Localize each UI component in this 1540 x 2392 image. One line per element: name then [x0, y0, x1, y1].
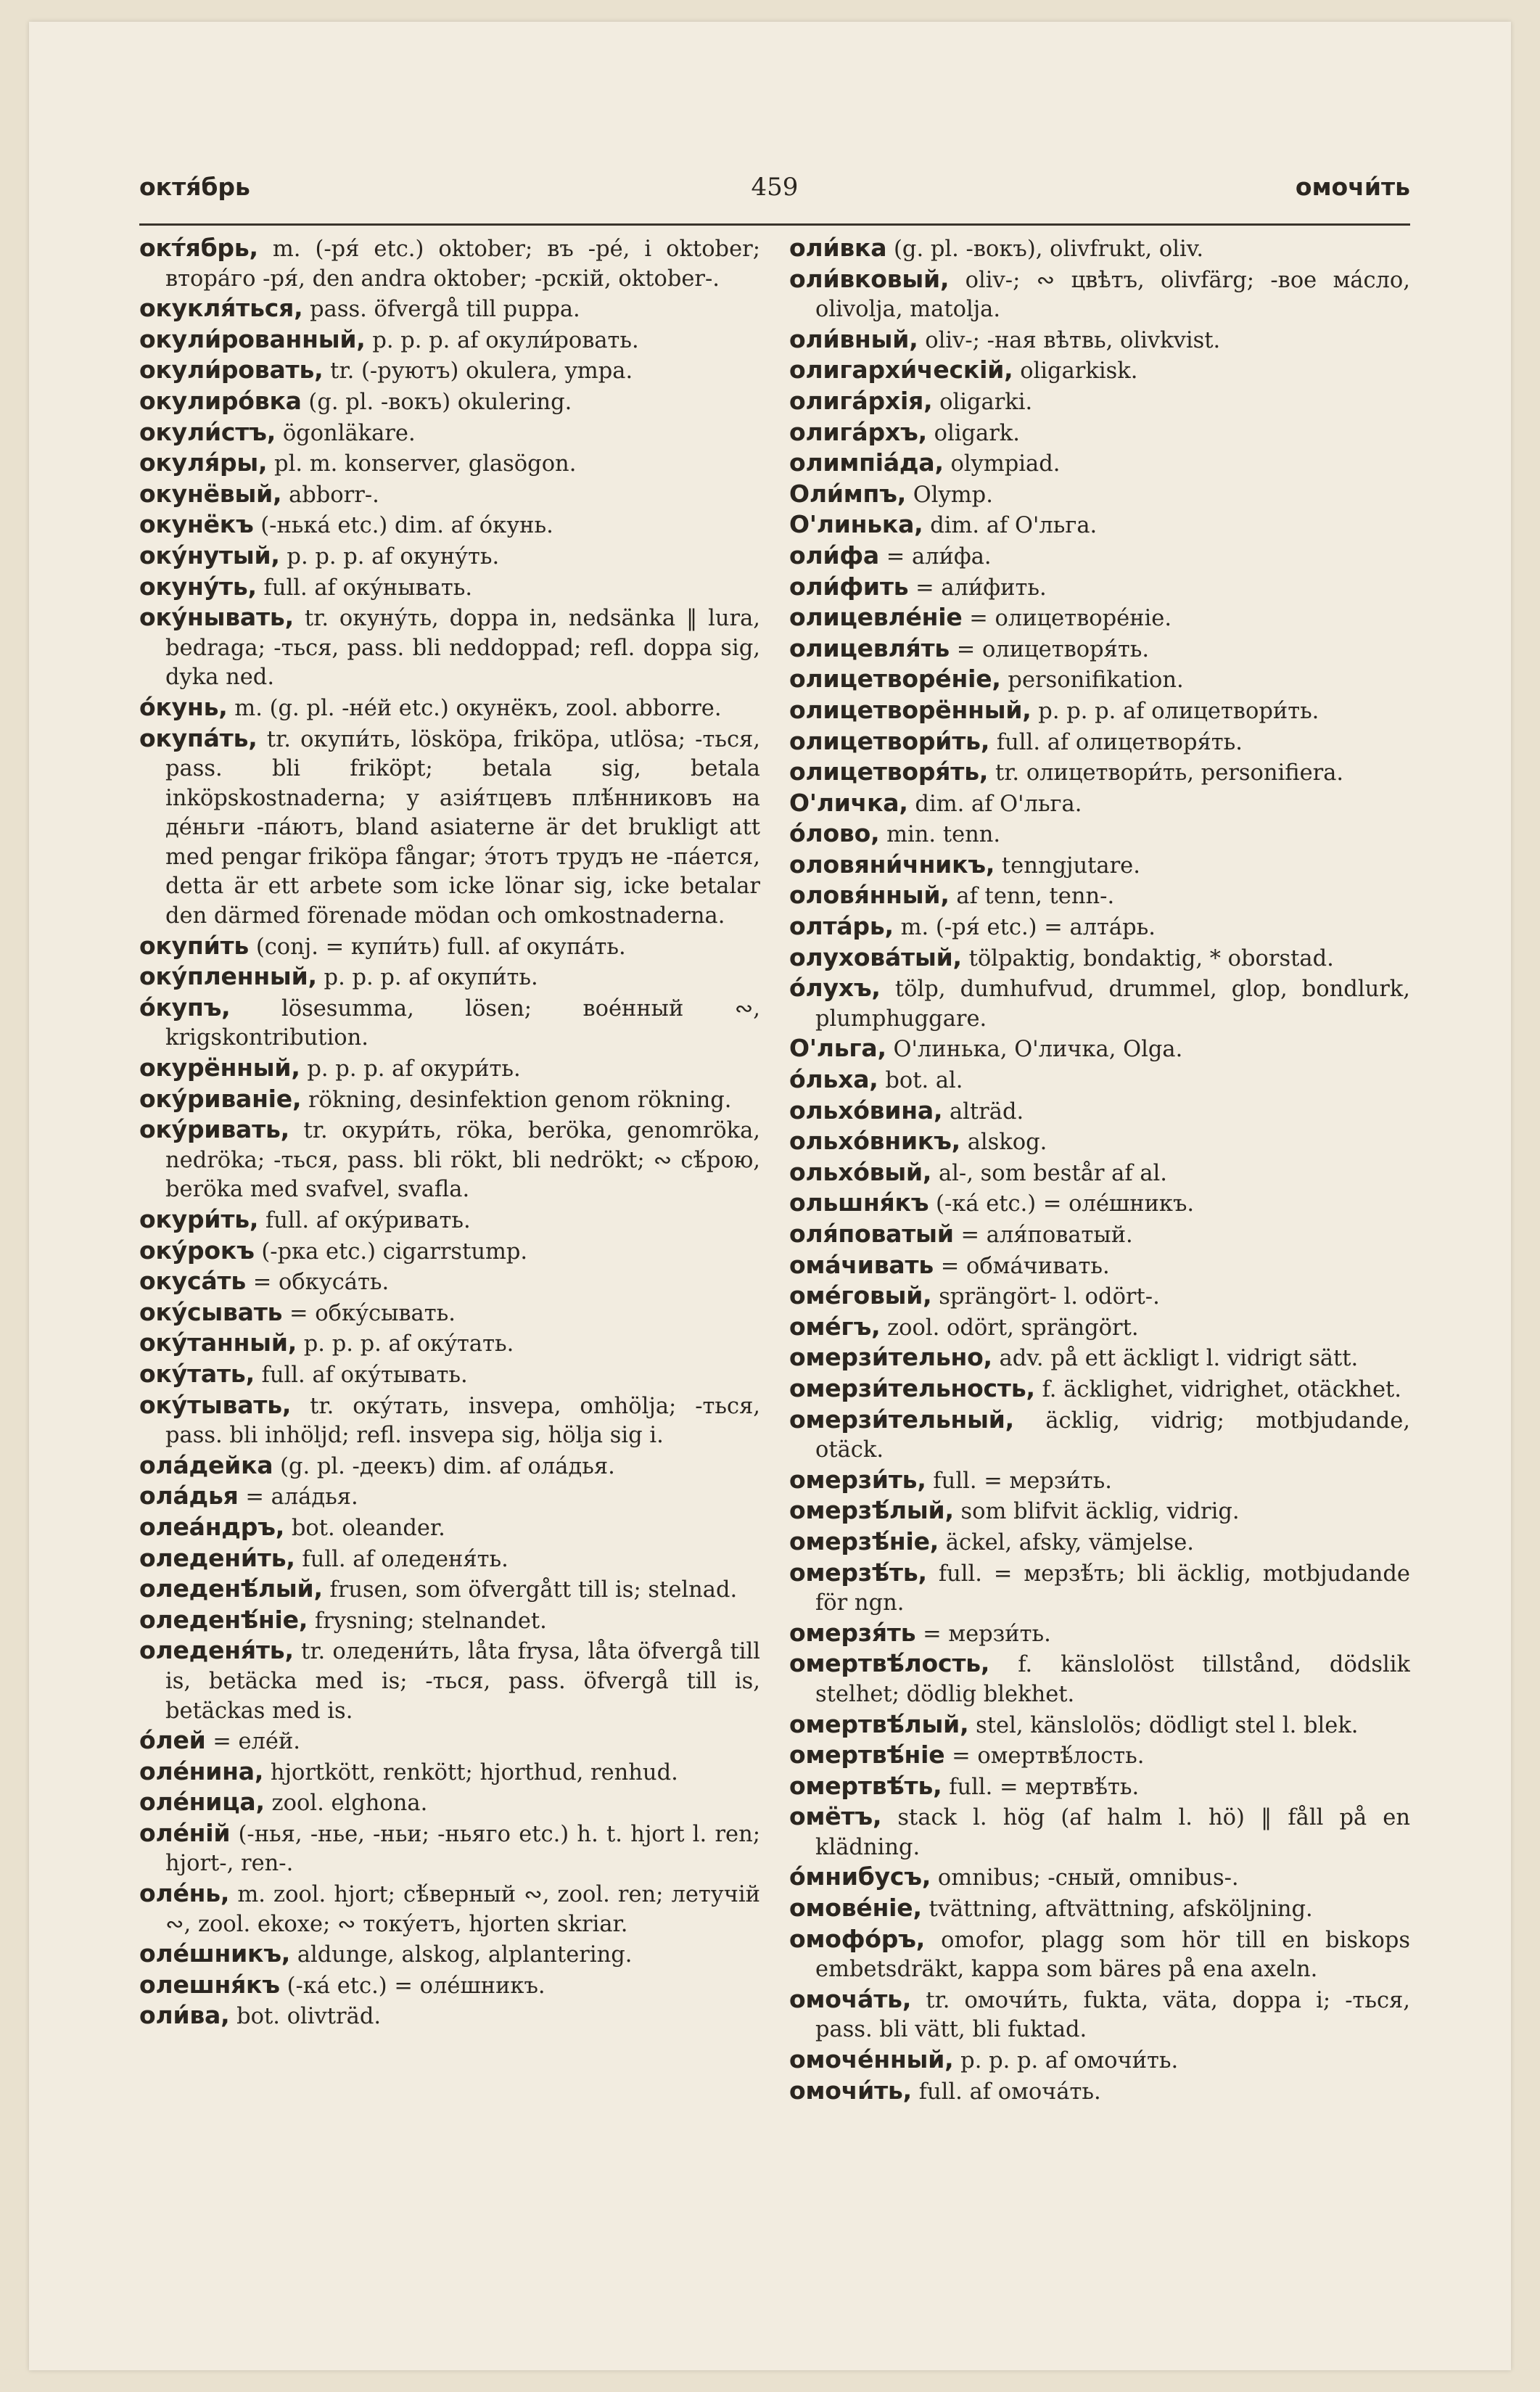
definition: som blifvit äcklig, vidrig.	[960, 1499, 1240, 1525]
definition: oligarkisk.	[1020, 358, 1138, 385]
dictionary-entry	[789, 1127, 1410, 1158]
definition: (-ка́ etc.) = оле́шникъ.	[287, 1973, 545, 1999]
definition: = али́фить.	[915, 575, 1047, 601]
definition: = али́фа.	[886, 543, 992, 570]
headword: окули́рованный,	[139, 324, 366, 353]
headword: омерзя́ть	[789, 1618, 916, 1647]
headword: о́мнибусъ,	[789, 1862, 931, 1891]
headword: омофо́ръ,	[789, 1924, 926, 1953]
headword: омочи́ть,	[789, 2076, 913, 2105]
definition: full. af оледеня́ть.	[302, 1546, 508, 1572]
dictionary-entry	[139, 1788, 760, 1819]
definition: sprängört- l. odört-.	[939, 1284, 1160, 1310]
definition: full. af оку́ривать.	[265, 1208, 471, 1233]
definition: olympiad.	[950, 451, 1061, 477]
dictionary-entry	[789, 325, 1410, 356]
definition: p. p. p. af омочи́ть.	[960, 2048, 1179, 2074]
headword: оли́вный,	[789, 324, 918, 353]
running-head	[139, 173, 1410, 209]
definition: = еле́й.	[213, 1729, 300, 1755]
definition: aldunge, alskog, alplantering.	[297, 1942, 633, 1968]
definition: = олицетворя́ть.	[956, 636, 1150, 662]
headword: ольхо́вникъ,	[789, 1127, 961, 1156]
definition: oliv-; ∾ цвѣтъ, olivfärg; -вое ма́сло, olivolja, matolja.	[815, 267, 1410, 323]
definition: oligarki.	[939, 389, 1033, 415]
dictionary-entry	[139, 1757, 760, 1788]
definition: = обкуса́ть.	[252, 1270, 390, 1296]
dictionary-entry	[789, 819, 1410, 850]
headword: ольхо́вина,	[789, 1096, 943, 1125]
headword: оку́тывать,	[139, 1390, 292, 1419]
headword: оле́нь,	[139, 1879, 230, 1908]
dictionary-entry	[789, 480, 1410, 511]
dictionary-entry	[139, 355, 760, 387]
dictionary-entry	[789, 1894, 1410, 1925]
headword: ола́дья	[139, 1481, 239, 1511]
headword: окури́ть,	[139, 1205, 259, 1233]
headword: олигархи́ческій,	[789, 355, 1013, 385]
dictionary-entry	[789, 355, 1410, 387]
dictionary-entry	[789, 1649, 1410, 1709]
dictionary-entry	[789, 1312, 1410, 1344]
definition: frysning; stelnandet.	[314, 1608, 547, 1634]
dictionary-entry	[789, 696, 1410, 727]
definition: personifikation.	[1008, 667, 1184, 694]
headword: олеа́ндръ,	[139, 1512, 285, 1541]
definition: rökning, desinfektion genom rökning.	[308, 1087, 732, 1113]
dictionary-entry	[789, 1496, 1410, 1527]
definition: dim. af О'льга.	[930, 513, 1098, 539]
dictionary-entry	[789, 1527, 1410, 1558]
headword: оку́нывать,	[139, 603, 294, 632]
headword: омертвѣ́ть,	[789, 1771, 942, 1800]
definition: p. p. p. af олицетвори́ть.	[1038, 698, 1319, 724]
dictionary-entry	[789, 974, 1410, 1034]
definition: hjortkött, renkött; hjorthud, renhud.	[270, 1759, 678, 1785]
definition: full. af оку́тывать.	[261, 1362, 468, 1388]
headword: окупи́ть	[139, 931, 250, 960]
definition: m. (g. pl. -не́й etc.) окунёкъ, zool. abborre.	[234, 695, 722, 721]
headword: оледенѣ́лый,	[139, 1574, 323, 1603]
definition: omofor, plagg som hör till en biskops embetsdräkt, kappa som bäres på ena axeln.	[815, 1927, 1410, 1983]
dictionary-entry	[139, 1970, 760, 2002]
dictionary-entry	[139, 1513, 760, 1544]
headword: оловя́нный,	[789, 881, 950, 910]
definition: zool. elghona.	[271, 1791, 428, 1817]
dictionary-entry	[789, 1802, 1410, 1862]
definition: p. p. p. af окули́ровать.	[372, 327, 639, 353]
definition: (conj. = купи́ть) full. af окупа́ть.	[255, 934, 626, 960]
definition: min. tenn.	[886, 822, 1001, 848]
dictionary-entry	[789, 850, 1410, 881]
dictionary-entry	[139, 325, 760, 356]
headword: о́кунь,	[139, 692, 228, 721]
headword: оледенѣ́ніе,	[139, 1605, 308, 1634]
headword: олицевля́ть	[789, 633, 950, 662]
definition: (-нька́ etc.) dim. af о́кунь.	[260, 513, 553, 539]
last-headword: омочи́ть	[1295, 173, 1410, 201]
dictionary-entry	[139, 510, 760, 541]
definition: full. af олицетворя́ть.	[996, 729, 1243, 755]
dictionary-entry	[789, 387, 1410, 418]
headword: оле́нина,	[139, 1756, 264, 1785]
headword: омове́ніе,	[789, 1894, 922, 1923]
definition: af tenn, tenn-.	[956, 884, 1115, 910]
dictionary-entry	[139, 1053, 760, 1085]
dictionary-entry	[139, 962, 760, 993]
dictionary-entry	[139, 1879, 760, 1939]
headword: оловяни́чникъ,	[789, 850, 995, 879]
headword: оку́танный,	[139, 1328, 297, 1357]
dictionary-entry	[789, 789, 1410, 820]
headword: омерзи́тельный,	[789, 1405, 1014, 1434]
definition: alskog.	[967, 1130, 1047, 1156]
dictionary-entry	[789, 1096, 1410, 1127]
definition: tr. окуну́ть, doppa in, nedsänka ‖ lura, bedraga; -ться, pass. bli neddoppad; refl. doppa sig, dyka ned.	[165, 606, 760, 691]
definition: pl. m. konserver, glasögon.	[274, 451, 577, 477]
definition: full. = мерзѣ́ть; bli äcklig, motbjudande för ngn.	[815, 1561, 1410, 1616]
dictionary-entry	[139, 1451, 760, 1482]
headword: окуну́ть,	[139, 572, 257, 601]
headword: олицетворя́ть,	[789, 757, 989, 786]
headword: оку́рокъ	[139, 1236, 255, 1265]
definition: = мерзи́ть.	[923, 1621, 1051, 1647]
dictionary-page	[29, 22, 1511, 2370]
dictionary-entry	[789, 1034, 1410, 1065]
headword: оку́нутый,	[139, 541, 280, 570]
dictionary-entry	[789, 1281, 1410, 1312]
dictionary-entry	[139, 1481, 760, 1513]
definition: zool. odört, sprängört.	[887, 1315, 1139, 1341]
definition: oligark.	[934, 420, 1020, 446]
headword: О'линька,	[789, 510, 923, 539]
definition: (g. pl. -деекъ) dim. af ола́дья.	[280, 1453, 615, 1479]
definition: full. = мертвѣ́ть.	[949, 1774, 1140, 1800]
dictionary-entry	[789, 1985, 1410, 2045]
definition: m. (-ря́ etc.) = алта́рь.	[900, 915, 1156, 941]
definition: pass. öfvergå till puppa.	[310, 297, 580, 323]
headword: окуля́ры,	[139, 448, 268, 477]
definition: tr. окури́ть, röka, beröka, genomröka, nedröka; -ться, pass. bli rökt, bli nedrökt; ∾ сѣ́рою, beröka med svafvel, svafla.	[165, 1118, 760, 1203]
headword: омерзѣ́ть,	[789, 1558, 927, 1587]
headword: оли́вка	[789, 234, 887, 262]
definition: tölpaktig, bondaktig, * oborstad.	[968, 945, 1334, 971]
dictionary-entry	[139, 294, 760, 325]
headword: олухова́тый,	[789, 942, 962, 971]
headword: оле́ній	[139, 1818, 231, 1847]
dictionary-entry	[789, 634, 1410, 665]
dictionary-entry	[139, 1267, 760, 1298]
headword: олимпіа́да,	[789, 448, 944, 477]
dictionary-entry	[139, 541, 760, 572]
definition: = аля́поватый.	[960, 1222, 1133, 1248]
definition: tölp, dumhufvud, drummel, glop, bondlurk, plumphuggare.	[815, 977, 1410, 1032]
dictionary-entry	[789, 1558, 1410, 1619]
headword: окули́стъ,	[139, 417, 276, 446]
dictionary-entry	[139, 418, 760, 449]
dictionary-entry	[789, 1710, 1410, 1741]
dictionary-entry	[789, 757, 1410, 789]
headword: оме́говый,	[789, 1281, 932, 1310]
definition: О'линька, О'личка, Olga.	[893, 1037, 1183, 1063]
dictionary-entry	[789, 1466, 1410, 1497]
dictionary-entry	[789, 1065, 1410, 1096]
definition: (-нья, -нье, -ньи; -ньяго etc.) h. t. hjort l. ren; hjort-, ren-.	[165, 1821, 760, 1877]
definition: Olymp.	[913, 482, 993, 508]
headword: окули́ровать,	[139, 355, 324, 385]
definition: (g. pl. -вокъ) okulering.	[308, 389, 572, 415]
headword: омерзи́тельно,	[789, 1343, 992, 1372]
headword: олига́рхъ,	[789, 417, 927, 446]
definition: tr. омочи́ть, fukta, väta, doppa i; -ться, pass. bli vätt, bli fuktad.	[815, 1987, 1410, 2043]
dictionary-entry	[139, 1328, 760, 1360]
definition: stack l. hög (af halm l. hö) ‖ fåll på en klädning.	[815, 1805, 1410, 1860]
dictionary-entry	[139, 480, 760, 511]
dictionary-entry	[789, 881, 1410, 912]
definition: tr. олицетвори́ть, personifiera.	[995, 760, 1344, 786]
dictionary-entry	[789, 1188, 1410, 1220]
headword: олицетворённый,	[789, 695, 1032, 724]
dictionary-entry	[789, 1251, 1410, 1282]
definition: (g. pl. -вокъ), olivfrukt, oliv.	[894, 237, 1204, 262]
definition: full. af омоча́ть.	[918, 2079, 1101, 2105]
definition: tr. окупи́ть, lösköpa, friköpa, utlösa; -ться, pass. bli friköpt; betala sig, betala inköpskostnaderna; у азія́тцевъ плѣ́нниковъ на де́ньги -па́ютъ, bland asiaterne är det brukligt att med pengar friköpa fångar; э́тотъ трудъ не -па́ется, detta är ett arbete som icke lönar sig, icke betalar den därmed förenade mödan och omkostnaderna.	[165, 726, 760, 929]
dictionary-entry	[139, 1205, 760, 1236]
definition: = омертвѣ́лость.	[952, 1743, 1145, 1770]
headword: ома́чивать	[789, 1250, 934, 1279]
dictionary-entry	[139, 1636, 760, 1726]
dictionary-entry	[789, 1220, 1410, 1251]
definition: full. = мерзи́ть.	[933, 1468, 1112, 1494]
definition: (-рка etc.) cigarrstump.	[261, 1238, 528, 1265]
definition: p. p. p. af окуну́ть.	[287, 543, 500, 570]
dictionary-entry	[139, 2001, 760, 2032]
headword: оку́пленный,	[139, 962, 317, 991]
headword: О'льга,	[789, 1034, 886, 1063]
definition: tr. оледени́ть, låta frysa, låta öfvergå till is, betäcka med is; -ться, pass. öfvergå till is, betäckas med is.	[165, 1639, 760, 1724]
dictionary-entry	[789, 943, 1410, 974]
headword: омерзи́тельность,	[789, 1373, 1035, 1402]
definition: al-, som består af al.	[938, 1160, 1167, 1186]
dictionary-entry	[139, 1236, 760, 1267]
definition: tr. оку́тать, insvepa, omhölja; -ться, pass. bli inhöljd; refl. insvepa sig, hölja sig i.	[165, 1393, 760, 1449]
definition: f. känslolöst tillstånd, dödslik stelhet; dödlig blekhet.	[815, 1652, 1410, 1707]
headword: олешня́къ	[139, 1970, 280, 1999]
dictionary-entry	[139, 234, 760, 294]
definition: tvättning, aftvättning, afsköljning.	[928, 1896, 1313, 1923]
dictionary-entry	[139, 1606, 760, 1637]
headword: О'личка,	[789, 788, 908, 817]
headword: о́льха,	[789, 1065, 878, 1094]
dictionary-entry	[139, 1939, 760, 1970]
headword: оли́фа	[789, 541, 879, 570]
headword: олига́рхія,	[789, 386, 933, 415]
headword: олта́рь,	[789, 912, 894, 941]
definition: äcklig, vidrig; motbjudande, otäck.	[815, 1407, 1410, 1463]
definition: p. p. p. af оку́тать.	[303, 1331, 514, 1357]
dictionary-entry	[789, 727, 1410, 758]
dictionary-entry	[139, 1726, 760, 1757]
dictionary-entry	[789, 1374, 1410, 1405]
headword: омерзи́ть,	[789, 1465, 926, 1494]
headword: оле́ница,	[139, 1788, 265, 1817]
headword: омертвѣ́ніе	[789, 1740, 945, 1770]
definition: frusen, som öfvergått till is; stelnad.	[329, 1577, 738, 1603]
dictionary-entry	[139, 1298, 760, 1329]
headword: о́лей	[139, 1726, 206, 1755]
dictionary-entry	[789, 234, 1410, 265]
headword: о́лово,	[789, 819, 880, 848]
dictionary-entry	[139, 1544, 760, 1575]
dictionary-entry	[139, 603, 760, 693]
definition: = олицетворе́ніе.	[969, 606, 1172, 632]
headword: окт́ябрь,	[139, 234, 258, 262]
dictionary-entry	[789, 603, 1410, 634]
dictionary-entry	[139, 572, 760, 604]
headword: оли́ва,	[139, 2001, 230, 2030]
definition: tenngjutare.	[1001, 852, 1140, 879]
headword: окукля́ться,	[139, 294, 303, 323]
definition: f. äcklighet, vidrighet, otäckhet.	[1042, 1376, 1401, 1402]
definition: abborr-.	[289, 482, 379, 508]
dictionary-entry	[139, 932, 760, 963]
definition: (-ка́ etc.) = оле́шникъ.	[936, 1191, 1195, 1217]
header-rule	[139, 223, 1410, 226]
headword: окунёвый,	[139, 479, 282, 508]
headword: омоча́ть,	[789, 1984, 912, 2013]
headword: омерзѣ́ніе,	[789, 1526, 939, 1555]
dictionary-entry	[139, 1360, 760, 1391]
headword: олицетворе́ніе,	[789, 665, 1001, 694]
headword: оме́гъ,	[789, 1312, 881, 1341]
definition: dim. af О'льга.	[915, 791, 1082, 817]
dictionary-entry	[789, 665, 1410, 696]
definition: p. p. p. af окури́ть.	[307, 1056, 521, 1082]
dictionary-entry	[139, 1574, 760, 1606]
headword: омертвѣ́лый,	[789, 1709, 969, 1738]
dictionary-entry	[789, 1772, 1410, 1803]
dictionary-entry	[789, 1862, 1410, 1894]
dictionary-entry	[789, 265, 1410, 325]
dictionary-entry	[789, 448, 1410, 480]
definition: bot. olivträd.	[236, 2004, 382, 2030]
headword: окуса́ть	[139, 1267, 247, 1296]
headword: оку́сывать	[139, 1297, 283, 1326]
definition: tr. (-руютъ) okulera, ympa.	[330, 358, 633, 385]
headword: окупа́ть,	[139, 723, 258, 752]
definition: alträd.	[949, 1098, 1024, 1125]
definition: bot. oleander.	[291, 1515, 445, 1541]
headword: о́купъ,	[139, 992, 231, 1022]
dictionary-entry	[139, 1391, 760, 1451]
headword: окурённый,	[139, 1053, 300, 1082]
headword: оку́ривать,	[139, 1115, 290, 1144]
headword: окулиро́вка	[139, 386, 302, 415]
dictionary-entry	[139, 693, 760, 724]
definition: lösesumma, lösen; вое́нный ∾, krigskontribution.	[165, 995, 760, 1051]
first-headword: октя́брь	[139, 173, 250, 201]
headword: оледеня́ть,	[139, 1636, 294, 1665]
definition: stel, känslolös; dödligt stel l. blek.	[976, 1712, 1359, 1738]
definition: = ала́дья.	[245, 1484, 358, 1511]
headword: олицевле́ніе	[789, 603, 963, 632]
dictionary-entry	[789, 1925, 1410, 1985]
dictionary-entry	[789, 912, 1410, 943]
dictionary-entry	[139, 1085, 760, 1116]
dictionary-entry	[139, 724, 760, 932]
headword: Оли́мпъ,	[789, 479, 907, 508]
definition: oliv-; -ная вѣтвь, olivkvist.	[925, 327, 1221, 353]
definition: = обку́сывать.	[289, 1300, 456, 1326]
dictionary-entry	[789, 1619, 1410, 1650]
right-column	[789, 234, 1410, 2236]
definition: = обма́чивать.	[940, 1253, 1110, 1279]
dictionary-entry	[139, 993, 760, 1053]
headword: ольшня́къ	[789, 1188, 929, 1217]
headword: оли́вковый,	[789, 264, 950, 293]
definition: adv. på ett äckligt l. vidrigt sätt.	[999, 1346, 1359, 1372]
dictionary-entry	[789, 2045, 1410, 2076]
headword: олицетвори́ть,	[789, 726, 990, 755]
dictionary-entry	[789, 1740, 1410, 1772]
definition: äckel, afsky, vämjelse.	[945, 1529, 1194, 1555]
dictionary-entry	[789, 418, 1410, 449]
dictionary-entry	[789, 1158, 1410, 1189]
headword: ола́дейка	[139, 1450, 273, 1479]
page-number: 459	[751, 173, 799, 202]
dictionary-entry	[789, 572, 1410, 604]
left-column	[139, 234, 760, 2236]
headword: оледени́ть,	[139, 1543, 295, 1572]
headword: ольхо́вый,	[789, 1157, 932, 1186]
headword: омертвѣ́лость,	[789, 1649, 990, 1678]
definition: m. (-ря́ etc.) oktober; въ -ре́, i oktober; втора́го -ря́, den andra oktober; -рскій, oktober-.	[165, 237, 760, 292]
definition: bot. al.	[885, 1068, 963, 1094]
headword: оку́тать,	[139, 1359, 255, 1388]
headword: о́лухъ,	[789, 974, 881, 1003]
dictionary-entry	[139, 387, 760, 418]
headword: оля́поватый	[789, 1220, 954, 1248]
headword: омоче́нный,	[789, 2045, 954, 2074]
definition: full. af оку́нывать.	[263, 575, 473, 601]
dictionary-entry	[139, 448, 760, 480]
headword: оку́риваніе,	[139, 1084, 302, 1113]
definition: m. zool. hjort; сѣ́верный ∾, zool. ren; летучій ∾, zool. ekoxe; ∾ току́етъ, hjorten skriar.	[165, 1882, 760, 1937]
dictionary-entry	[139, 1115, 760, 1205]
definition: omnibus; -сный, omnibus-.	[937, 1865, 1239, 1891]
definition: ögonläkare.	[282, 420, 416, 446]
dictionary-entry	[789, 510, 1410, 541]
dictionary-entry	[789, 1343, 1410, 1374]
definition: p. p. p. af окупи́ть.	[324, 965, 538, 991]
dictionary-entry	[789, 2076, 1410, 2108]
headword: омерзѣ́лый,	[789, 1496, 954, 1525]
dictionary-entry	[139, 1819, 760, 1879]
headword: окунёкъ	[139, 510, 254, 539]
dictionary-entry	[789, 541, 1410, 572]
headword: оле́шникъ,	[139, 1939, 291, 1968]
headword: омётъ,	[789, 1802, 882, 1831]
headword: оли́фить	[789, 572, 909, 601]
dictionary-entry	[789, 1405, 1410, 1466]
